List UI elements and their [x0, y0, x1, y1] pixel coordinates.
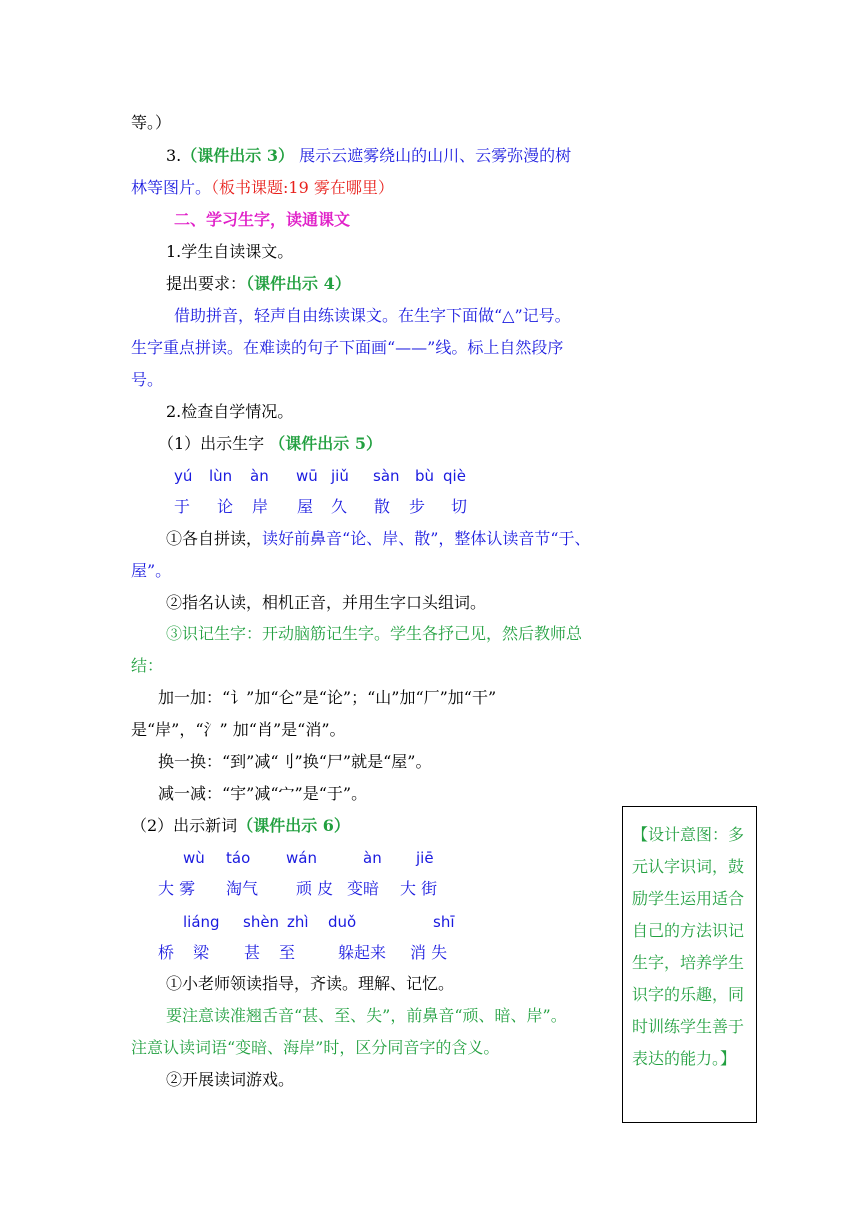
- text-line: ①小老师领读指导，齐读。理解、记忆。: [166, 974, 455, 993]
- text-line: 要注意读准翘舌音“甚、至、失”，前鼻音“顽、暗、岸”。: [166, 1006, 567, 1025]
- text-line: ③识记生字：开动脑筋记生字。学生各抒己见，然后教师总: [166, 624, 583, 643]
- pinyin: shèn: [243, 913, 280, 931]
- text-line: 1.学生自读课文。: [166, 242, 294, 261]
- text-line: [166, 145, 571, 167]
- text-span: （1）出示生字: [158, 434, 270, 453]
- new-character: 论: [217, 497, 234, 516]
- text-span: （2）出示新词: [131, 816, 238, 835]
- pinyin: bù: [415, 467, 435, 485]
- new-character: 久: [331, 497, 348, 516]
- new-word: 顽 皮: [296, 879, 334, 898]
- new-word: 至: [279, 943, 296, 962]
- pinyin: àn: [363, 849, 382, 867]
- text-line: [131, 815, 350, 837]
- courseware-tag: （课件出示 5）: [269, 434, 382, 453]
- new-word: 躲起来: [338, 943, 387, 962]
- text-line: 注意认读词语“变暗、海岸”时，区分同音字的含义。: [131, 1038, 500, 1057]
- text-line: 结：: [131, 656, 164, 675]
- pinyin: liáng: [183, 913, 220, 931]
- item-number: 3.: [166, 146, 182, 165]
- text-line: 是“岸”，“氵” 加“肖”是“消”。: [131, 720, 346, 739]
- new-word: 甚: [244, 943, 261, 962]
- text-line: [166, 528, 591, 550]
- new-word: 桥: [158, 943, 175, 962]
- pinyin: zhì: [287, 913, 309, 931]
- pinyin: duǒ: [328, 913, 357, 931]
- new-word: 变暗: [347, 879, 380, 898]
- new-word: 大 街: [400, 879, 438, 898]
- text-line: 借助拼音，轻声自由练读课文。在生字下面做“△”记号。: [174, 306, 571, 325]
- text-line: [166, 273, 351, 295]
- pinyin: jiǔ: [331, 467, 349, 485]
- new-word: 大 雾: [158, 879, 196, 898]
- text-span: 展示云遮雾绕山的山川、云雾弥漫的树: [293, 146, 572, 165]
- new-word: 淘气: [226, 879, 259, 898]
- pinyin: yú: [174, 467, 193, 485]
- new-character: 散: [374, 497, 391, 516]
- text-line: 换一换：“到”减“刂”换“尸”就是“屋”。: [158, 752, 432, 771]
- pinyin: lùn: [209, 467, 233, 485]
- pinyin: wán: [286, 849, 317, 867]
- board-title-note: （板书课题:19 雾在哪里）: [211, 178, 394, 197]
- text-line: 号。: [131, 370, 164, 389]
- courseware-tag: （课件出示 6）: [237, 816, 350, 835]
- new-word: 消 失: [410, 943, 448, 962]
- design-intent-box: 【设计意图：多元认字识词，鼓励学生运用适合自己的方法识记生字，培养学生识字的乐趣，同时训练学生善于表达的能力。】: [622, 806, 757, 1123]
- text-line: 加一加：“讠”加“仑”是“论”；“山”加“厂”加“干”: [158, 688, 497, 707]
- pinyin: shī: [433, 913, 455, 931]
- text-span: 林等图片。: [131, 178, 212, 197]
- new-character: 步: [409, 497, 426, 516]
- pinyin: qiè: [443, 467, 466, 485]
- new-character: 岸: [252, 497, 269, 516]
- new-character: 切: [451, 497, 468, 516]
- pinyin: jiē: [416, 849, 434, 867]
- text-line: ②开展读词游戏。: [166, 1070, 295, 1089]
- text-line: 屋”。: [131, 561, 172, 580]
- text-line: ②指名认读，相机正音，并用生字口头组词。: [166, 593, 487, 612]
- text-line: 减一减：“宇”减“宀”是“于”。: [158, 784, 368, 803]
- text-span: 提出要求：: [166, 274, 247, 293]
- text-line: 等。）: [131, 113, 172, 132]
- pinyin: àn: [250, 467, 269, 485]
- text-span: ①各自拼读，: [166, 529, 263, 548]
- courseware-tag: （课件出示 3）: [181, 146, 294, 165]
- text-line: [131, 177, 394, 199]
- new-character: 屋: [297, 497, 314, 516]
- pinyin: sàn: [373, 467, 400, 485]
- text-line: 生字重点拼读。在难读的句子下面画“——”线。标上自然段序: [131, 338, 564, 357]
- pinyin: wū: [296, 467, 318, 485]
- text-line: [158, 433, 382, 455]
- pinyin: táo: [226, 849, 251, 867]
- text-span: 读好前鼻音“论、岸、散”，整体认读音节“于、: [262, 529, 591, 548]
- section-heading: 二、学习生字，读通课文: [174, 210, 351, 229]
- new-character: 于: [174, 497, 191, 516]
- pinyin: wù: [183, 849, 205, 867]
- text-line: 2.检查自学情况。: [166, 402, 294, 421]
- courseware-tag: （课件出示 4）: [246, 274, 351, 293]
- new-word: 梁: [193, 943, 210, 962]
